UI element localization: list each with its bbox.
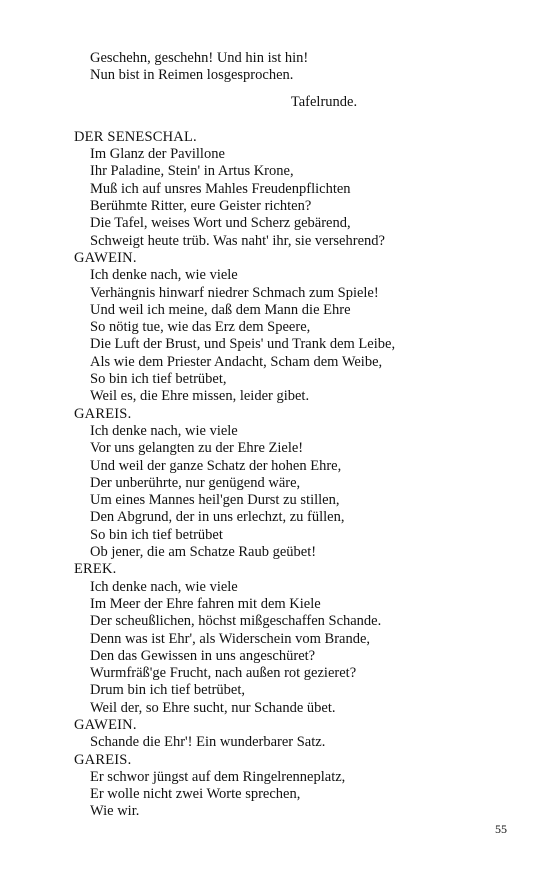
verse-line: Verhängnis hinwarf niedrer Schmach zum Spiele!: [90, 284, 379, 301]
verse-line: Die Tafel, weises Wort und Scherz gebärend,: [90, 215, 351, 232]
verse-line: So bin ich tief betrübet: [90, 526, 223, 543]
verse-line: Nun bist in Reimen losgesprochen.: [90, 67, 294, 84]
verse-line: Denn was ist Ehr', als Widerschein vom Brande,: [90, 630, 371, 647]
verse-line: Weil der, so Ehre sucht, nur Schande übet.: [90, 699, 336, 716]
verse-line: Schweigt heute trüb. Was naht' ihr, sie versehrend?: [90, 232, 385, 249]
verse-line: Den Abgrund, der in uns erlechzt, zu füllen,: [90, 509, 345, 526]
verse-line: Ich denke nach, wie viele: [90, 422, 238, 439]
verse-line: Die Luft der Brust, und Speis' und Trank dem Leibe,: [90, 336, 396, 353]
verse-line: Er wolle nicht zwei Worte sprechen,: [90, 786, 301, 803]
speaker-name: GAREIS.: [74, 751, 132, 768]
verse-line: Der scheußlichen, höchst mißgeschaffen Schande.: [90, 613, 382, 630]
verse-line: Er schwor jüngst auf dem Ringelrenneplatz,: [90, 768, 346, 785]
verse-line: So nötig tue, wie das Erz dem Speere,: [90, 319, 311, 336]
verse-line: Ich denke nach, wie viele: [90, 267, 238, 284]
verse-line: Vor uns gelangten zu der Ehre Ziele!: [90, 440, 304, 457]
verse-line: Im Glanz der Pavillone: [90, 146, 225, 163]
verse-line: Muß ich auf unsres Mahles Freudenpflichten: [90, 180, 351, 197]
verse-line: Den das Gewissen in uns angeschüret?: [90, 647, 316, 664]
verse-line: So bin ich tief betrübet,: [90, 371, 227, 388]
verse-line: Ich denke nach, wie viele: [90, 578, 238, 595]
verse-line: Im Meer der Ehre fahren mit dem Kiele: [90, 595, 321, 612]
verse-line: Wurmfräß'ge Frucht, nach außen rot gezieret?: [90, 665, 357, 682]
speaker-name: GAREIS.: [74, 405, 132, 422]
verse-line: Ihr Paladine, Stein' in Artus Krone,: [90, 163, 294, 180]
verse-line: Schande die Ehr'! Ein wunderbarer Satz.: [90, 734, 326, 751]
verse-line: Der unberührte, nur genügend wäre,: [90, 474, 301, 491]
speaker-name: GAWEIN.: [74, 249, 137, 266]
verse-line: Drum bin ich tief betrübet,: [90, 682, 246, 699]
drama-text: [74, 50, 514, 821]
verse-line: Und weil ich meine, daß dem Mann die Ehre: [90, 301, 351, 318]
speaker-name: DER SENESCHAL.: [74, 128, 197, 145]
verse-line: Um eines Mannes heil'gen Durst zu stillen,: [90, 492, 340, 509]
verse-line: Geschehn, geschehn! Und hin ist hin!: [90, 50, 309, 66]
verse-line: Weil es, die Ehre missen, leider gibet.: [90, 388, 310, 405]
speaker-name: EREK.: [74, 561, 117, 578]
scene-heading: Tafelrunde.: [290, 93, 358, 110]
speaker-name: GAWEIN.: [74, 716, 137, 733]
verse-line: Als wie dem Priester Andacht, Scham dem Weibe,: [90, 353, 383, 370]
verse-line: Wie wir.: [90, 803, 140, 820]
verse-line: Berühmte Ritter, eure Geister richten?: [90, 198, 312, 215]
verse-line: Ob jener, die am Schatze Raub geübet!: [90, 544, 317, 561]
page-number: 55: [495, 822, 507, 836]
verse-line: Und weil der ganze Schatz der hohen Ehre,: [90, 457, 342, 474]
